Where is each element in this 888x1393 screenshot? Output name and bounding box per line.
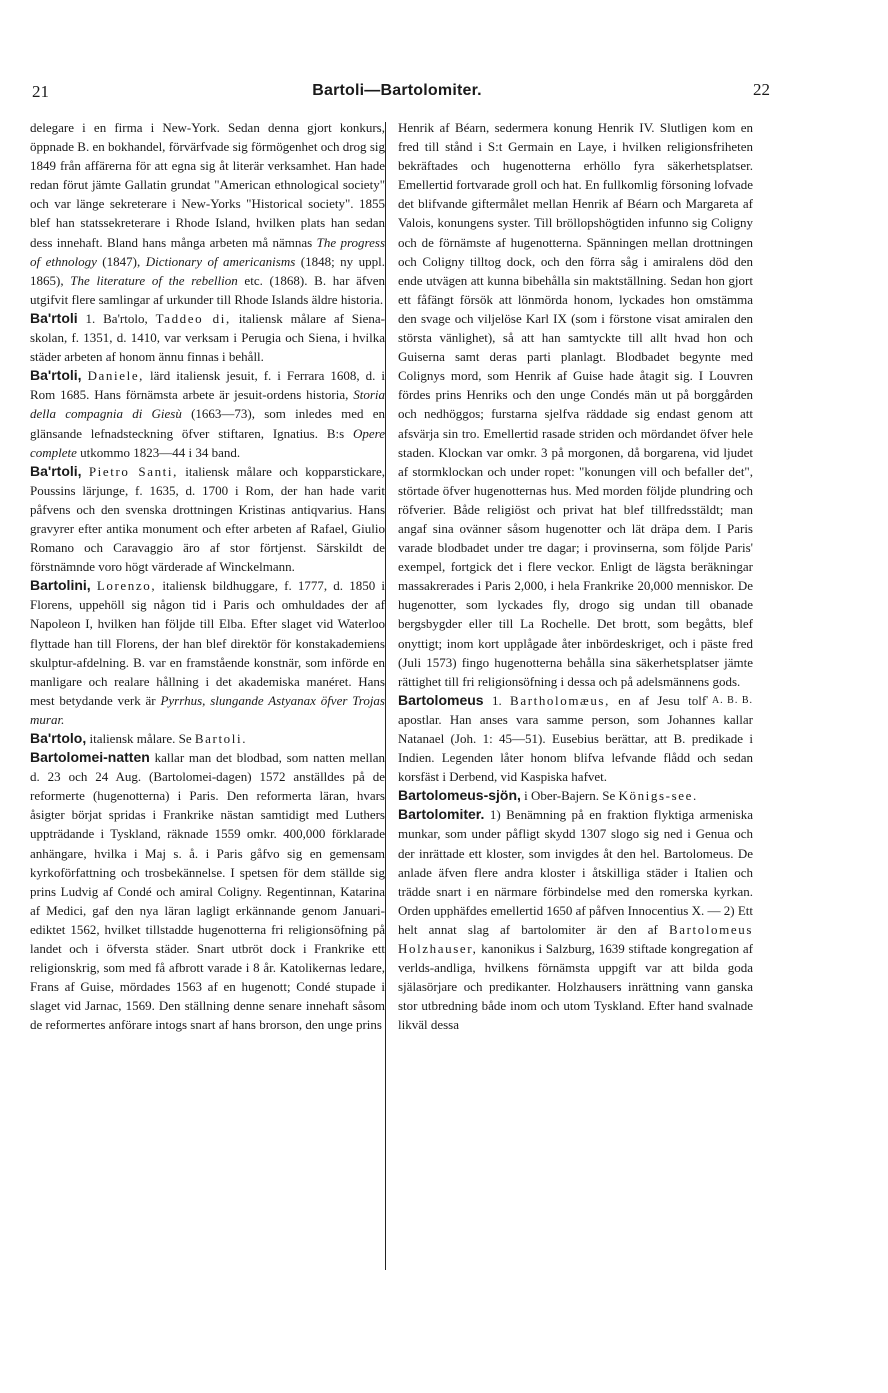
entry-bartoli-pietro: Ba'rtoli, Pietro Santi, italiensk målare och kopparstickare, Poussins lärjunge, f. 1635, d. 1700 i Rom, der han hade varit påfvens och den svenska drottningen Kristinas antiqvarius. Hans gravyrer efter antika monument och efter arbeten af Rafael, Giulio Romano och Caravaggio äro af stor förtjenst. Särskildt de förstnämnde voro högt värderade af Winckelmann.: [30, 462, 386, 575]
entry-headword: Ba'rtolo,: [30, 730, 87, 746]
entry-headword: Ba'rtoli,: [30, 367, 82, 384]
page-number-right: 22: [753, 80, 770, 99]
entry-bartolo: Ba'rtolo, italiensk målare. Se Bartoli.: [30, 730, 248, 746]
column-divider: [385, 122, 386, 1270]
entry-bartolomeus-sjon: Bartolomeus-sjön, i Ober-Bajern. Se Königs-see.: [398, 787, 698, 804]
entry-headword: Bartolini,: [30, 577, 91, 594]
page-number-left: 21: [32, 82, 49, 101]
left-column: [30, 118, 385, 1035]
entry-headword: Bartolomeus-sjön,: [398, 787, 521, 804]
running-title: Bartoli—Bartolomiter.: [312, 82, 482, 99]
entry-bartolini: Bartolini, Lorenzo, italiensk bildhuggare, f. 1777, d. 1850 i Florens, uppehöll sig någon tid i Paris och omhuldades der af Napoleon I, hvilken han följde till Elba. Efter slaget vid Waterloo flyttade han till Florens, der han blef direktör för konstakademiens skulptur-afdelning. B. var en framstående konstnär, som införde en manligare och realare hållning i det akademiska manéret. Hans mest betydande verk är Pyrrhus, slungande Astyanax öfver Trojas murar.: [30, 577, 385, 727]
entry-bartolomiter: Bartolomiter. 1) Benämning på en fraktion flyktiga armeniska munkar, som under påfligt skydd 1307 slogo sig ned i Genua och der inrättade ett kloster, som invigdes åt den hel. Bartolomeus. De anlade äfven flere andra kloster i åtskilliga städer i Italien och trädde snart i en närmare förbindelse med den romerska kyrkan. Orden upphäfdes emellertid 1650 af påfven Innocentius X. — 2) Ett helt annat slag af bartolomiter är den af Bartolomeus Holzhauser, kanonikus i Salzburg, 1639 stiftade kongregation af verlds-andliga, hvilkens förnämsta uppgift var att bilda goda själasörjare och predikanter. Holzhausers inrättning vann ganska stor utbredning både inom och utom Tyskland. Efter hand svalnade likväl dessa: [398, 806, 753, 1033]
right-column: [398, 118, 753, 1035]
entry-bartoli-taddeo: Ba'rtoli 1. Ba'rtolo, Taddeo di, italiensk målare af Siena-skolan, f. 1351, d. 1410, var verksam i Perugia och Siena, i hvilka städer arbeten af honom ännu finnas i behåll.: [30, 309, 385, 365]
entry-headword: Ba'rtoli: [30, 309, 78, 326]
entry-bartolomeus: Bartolomeus 1. Bartholomæus, en af Jesu tolf apostlar. Han anses vara samme person, som Johannes kallar Natanael (Joh. 1: 45—51). Eusebius berättar, att B. predikade i Indien. Legenden låter honom blifva lefvande flådd och sedan korsfäst i Derbend, vid Kaspiska hafvet.: [398, 691, 753, 785]
entry-bartoli-daniele: Ba'rtoli, Daniele, lärd italiensk jesuit, f. i Ferrara 1608, d. i Rom 1685. Hans förnämsta arbete är jesuit-ordens historia, Storia della compagnia di Giesù (1663—73), som inledes med en glänsande lefnadsteckning öfver stiftaren, Ignatius. B:s Opere complete utkommo 1823—44 i 34 band.: [30, 367, 385, 460]
entry-headword: Ba'rtoli,: [30, 462, 82, 479]
author-signature: ' A. B. B.: [706, 694, 753, 706]
entry-headword: Bartolomeus: [398, 691, 484, 708]
entry-headword: Bartolomei-natten: [30, 749, 150, 766]
page-header: [24, 82, 770, 106]
continued-entry: delegare i en firma i New-York. Sedan denna gjort konkurs, öppnade B. en bokhandel, förvärfvade sig förmögenhet och drog sig 1849 från affärerna för att egna sig åt literär verksamhet. Han hade redan förut jämte Gallatin grundat "American ethnological society" och var länge sekreterare i New-Yorks "Historical society". 1855 blef han statssekreterare i Rhode Island, hvilken plats han sedan dess innehaft. Bland hans många arbeten må nämnas The progress of ethnology (1847), Dictionary of americanisms (1848; ny uppl. 1865), The literature of the rebellion etc. (1868). B. har äfven utgifvit flere samlingar af urkunder till Rhode Islands äldre historia.: [30, 120, 386, 307]
continued-entry: Henrik af Béarn, sedermera konung Henrik IV. Slutligen kom en fred till stånd i S:t Germain en Laye, i hvilken religionsfriheten bekräftades och hugenotterna erhöllo fyra säkerhetsplatser. Emellertid fortvarade groll och hat. En fullkomlig försoning lofvade det blifvande giftermålet mellan Henrik af Béarn och Margareta af Valois, konungens syster. Till bröllopshögtiden infunno sig Coligny och de förnämste af hugenotterna. Spänningen mellan drottningen och Coligny tilltog dock, och den förra såg i amiralens död den ende utvägen att kunna bibehålla sin maktställning. Sedan hon gjort ett fåfängt försök att lönmörda honom, lyckades hon omstämma den svage och viljelöse Karl IX (som i förstone visat amiralen den största vänlighet), så att han samtyckte till allt hvad hon och Guiserna samt deras parti planlagt. Blodbadet begynte med Colignys mord, som Henrik af Guise hade åtagit sig. I Louvren fördes prins Henriks och den unge Condés män ut på borggården och nedhöggos; furstarna sjelfva räddade sig endast genom att afsvärja sin tro. Emellertid rasade striden och mördandet öfver hele staden. Klockan var omkr. 3 på morgonen, då borgarena, vid ljudet af stormklockan och under ropet: "konungen vill och befaller det", störtade öfver hugenotternas hus. Med morden följde plundring och röfverier. Både religiöst och privat hat blef tillfredsstäldt; man angaf sina ovänner såsom hugenotter och lät dräpa dem. I Paris varade blodbadet under tre dagar; i provinserna, som följde Paris' exempel, fortgick det i flere veckor. Enligt de lägsta beräkningar massakrerades i Paris 2,000, i hela Frankrike 20,000 menniskor. De hugenotter, som lyckades fly, drogo sig undan till obanade bergsbygder eller till La Rochelle. Det brott, som begåtts, blef onyttigt; inom kort upplågade åter inbördeskriget, och i päste fred (Juli 1573) fingo hugenotterna behålla sina säkerhetsplatser jämte rättighet till fri religionsöfning i dessa och på adelsmännens gods. ' A. B. B.: [398, 118, 753, 691]
entry-bartolomei-natten: Bartolomei-natten kallar man det blodbad, som natten mellan d. 23 och 24 Aug. (Bartolomei-dagen) 1572 anställdes på de reformerte (hugenotterna) i Paris. Den reformerta läran, hvars åsigter börjat spridas i Frankrike nästan samtidigt med Luthers uppträdande i Tyskland, räknade 1559 omkr. 400,000 förklarade anhängare, hvilka i Maj s. å. i Paris gåfvo sig en gemensam kyrkoförfattning och trosbekännelse. I spetsen för dem ställde sig prins Ludvig af Condé och amiral Coligny. Regentinnan, Katarina af Medici, gaf den nya läran lagligt erkännande genom Januari-ediktet 1562, hvilket tillstadde hugenotterna fri religionsöfning på landet och i öfversta städer. Snart utbröt dock i Frankrike ett religionskrig, som med få afbrott varade i 8 år. Katolikernas ledare, Frans af Guise, mördades 1563 af en hugenott; Condé stupade i slaget vid Jarnac, 1569. Den ställning denne senare innehaft såsom de reformertes anförare intogs snart af hans brorson, den unge prins: [30, 749, 385, 1033]
entry-headword: Bartolomiter.: [398, 806, 485, 823]
